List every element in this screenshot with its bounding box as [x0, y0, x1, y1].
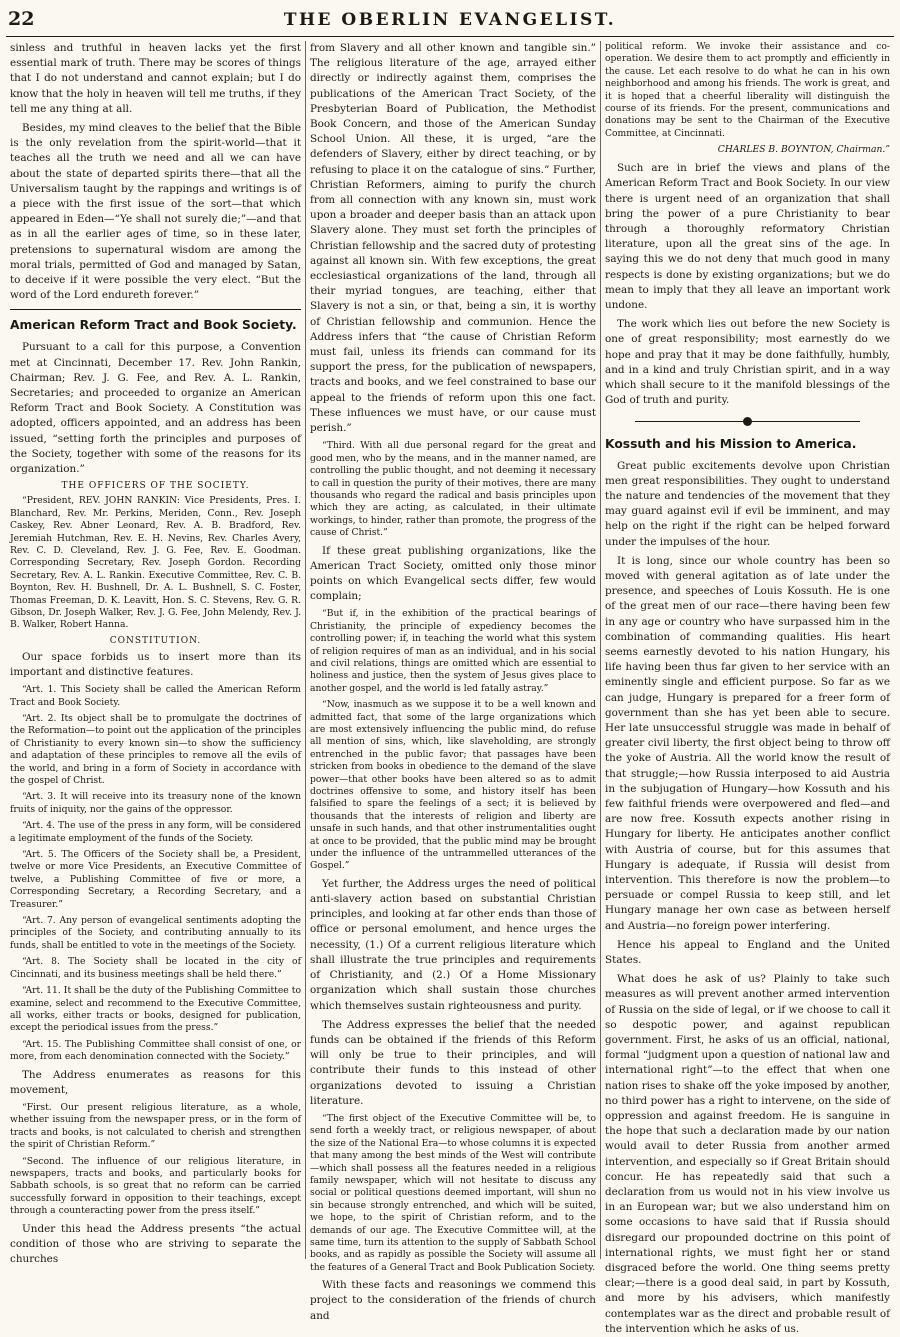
paragraph-first: “First. Our present religious literature, as a whole, whether issuing from the newspaper press, or in the form of tracts and books, is not calculated to cherish and strengthen the spirit of Christian Reform.”	[10, 1101, 301, 1151]
columns	[6, 41, 894, 1335]
article-11: “Art. 11. It shall be the duty of the Publishing Committee to examine, select and recommend to the Executive Committee, all works, either tracts or books, designed for publication, except the periodical issues from the press.”	[10, 985, 301, 1034]
paragraph-with: With these facts and reasonings we commend this project to the consideration of the friends of church and	[310, 1279, 596, 1322]
ornamental-divider	[605, 415, 890, 429]
section-title-tract-society: American Reform Tract and Book Society.	[10, 318, 297, 333]
paragraph-yet: Yet further, the Address urges the need of political anti-slavery action based on substantial Christian principles, and looking at far other ends than those of office or personal emolument, and hence urges the necessity, (1.) Of a current religious literature which shall illustrate the true principles and requirements of Christianity, and (2.) Of a Home Missionary organization which shall sustain those churches which themselves sustain righteousness and purity.	[310, 877, 596, 1012]
article-4: “Art. 4. The use of the press in any form, will be considered a legitimate employment of the funds of the Society.	[10, 820, 301, 844]
column-1	[6, 41, 306, 1265]
paragraph-if: If these great publishing organizations, like the American Tract Society, omitted only those minor points on which Evangelical sects differ, few would complain;	[310, 544, 596, 603]
paragraph-great: Great public excitements devolve upon Christian men great responsibilities. They ought to understand the nature and tendencies of the movement that they may guard against evil if evil be imminent, and may help on the right if the right can be helped forward under the impulses of the hour.	[605, 459, 890, 548]
signature: CHARLES B. BOYNTON, Chairman.”	[717, 144, 890, 156]
paragraph-besides: Besides, my mind cleaves to the belief that the Bible is the only revelation from the spirit-world—that it teaches all the truth we need and all we can have about the state of departed spirits there—that all the Universalism taught by the rappings and writings is of a piece with the first issue of the sort—that which appeared in Eden—“Ye shall not surely die;”—and that as in all the earlier ages of time, so in these later, pretensions to supernatural wisdom are among the moral trials, permitted of God and managed by Satan, to deceive if it were possible the very elect. “But the word of the Lord endureth forever.”	[10, 122, 301, 302]
paragraph-hence: Hence his appeal to England and the United States.	[605, 938, 890, 966]
article-5: “Art. 5. The Officers of the Society shall be, a President, twelve or more Vice Presidents, an Executive Committee of twelve, a Publishing Committee of five or more, a Corresponding Secretary, a Recording Secretary, and a Treasurer.”	[10, 849, 301, 910]
masthead	[6, 6, 894, 37]
paragraph-what: What does he ask of us? Plainly to take such measures as will prevent another armed intervention of Russia on the side of legal, or if we choose to call it so despotic power, and against republican government. First, he asks of us an official, national, formal “judgment upon a question of national law and international right”—to the effect that when one nation rises to shake off the yoke imposed by another, no third power has a right to intervene, on the side of oppression and against freedom. He is sanguine in the hope that such a declaration made by our nation would avail to deter Russia from another armed intervention, and especially so if Great Britain should concur. He has repeatedly said that such a declaration from us would not in his view involve us in an European war; but we also understand him on some occasions to have said that if Russia should disregard our propounded doctrine on this point of international rights, we must fight her or stand disgraced before the world. One thing seems pretty clear;—there is a good deal said, in part by Kossuth, and more by his advisers, which manifestly contemplates war as the direct and probable result of the intervention which he asks of us.	[605, 973, 890, 1335]
article-15: “Art. 15. The Publishing Committee shall consist of one, or more, from each denomination connected with the Society.”	[10, 1038, 301, 1063]
article-8: “Art. 8. The Society shall be located in the city of Cincinnati, and its business meetings shall be held there.”	[10, 956, 301, 980]
section-divider	[10, 309, 301, 310]
divider-dot-icon	[743, 417, 752, 426]
officers-heading: THE OFFICERS OF THE SOCIETY.	[61, 481, 250, 492]
constitution-heading: CONSTITUTION.	[109, 635, 202, 646]
paragraph-intro: sinless and truthful in heaven lacks yet the first essential mark of truth. There may be scores of things that I do not understand and cannot explain; but I do know that the holy in heaven will tell me truths, if they tell me any thing at all.	[10, 42, 301, 115]
paragraph-but: “But if, in the exhibition of the practical bearings of Christianity, the principle of expediency becomes the controlling power; if, in teaching the world what this system of religion requires of man as an individual, and in his social and civil relations, things are omitted which are essential to holiness and justice, then the system of Jesus gives place to another gospel, and the world is led fatally astray.”	[310, 608, 596, 694]
paragraph-second: “Second. The influence of our religious literature, in newspapers, tracts and books, and particularly books for Sabbath schools, is so great that no reform can be carried successfully forward in opposition to their teachings, except through a counteracting power from the press itself.”	[10, 1155, 301, 1217]
paragraph-work: The work which lies out before the new Society is one of great responsibility; most earnestly do we hope and pray that it may be done faithfully, humbly, and in a kind and truly Christian spirit, and in a way which shall secure to it the manifold blessings of the God of truth and purity.	[605, 318, 890, 407]
page-number: 22	[8, 8, 35, 30]
paragraph-executive: “The first object of the Executive Committee will be, to send forth a weekly tract, or religious newspaper, of about the size of the National Era—to whose columns it is expected that many among the best minds of the West will contribute—which shall possess all the features needed in a religious family newspaper, which will not hesitate to discuss any social or political questions deemed important, will shun no sin because strongly entrenched, and which will be suited, we hope, to the spirit of Christian reform, and to the demands of our age. The Executive Committee will, at the same time, turn its attention to the supply of Sabbath School books, and as rapidly as possible the Society will assume all the features of a General Tract and Book Publication Society.	[310, 1112, 596, 1273]
paragraph-now: “Now, inasmuch as we suppose it to be a well known and admitted fact, that some of the large organizations which are most extensively influencing the public mind, do refuse all mention of sins, which, like slaveholding, are strongly entrenched in the public favor; that passages have been stricken from books in obedience to the demand of the slave power—that other books have been altered so as to admit doctrines offensive to some, and history itself has been falsified to spare the feelings of a sect; it is believed by thousands that the interests of religion and liberty are unsafe in such hands, and that other instrumentalities ought at once to be provided, that the public mind may be brought under the influence of the untrammelled utterances of the Gospel.”	[310, 699, 596, 872]
paragraph-under: Under this head the Address presents “the actual condition of those who are striving to separate the churches	[10, 1222, 301, 1265]
paragraph-address: The Address enumerates as reasons for this movement,	[10, 1068, 301, 1096]
paragraph-pursuant: Pursuant to a call for this purpose, a Convention met at Cincinnati, December 17. Rev. John Rankin, Chairman; Rev. J. G. Fee, and Rev. A. L. Rankin, Secretaries; and proceeded to organize an American Reform Tract and Book Society. A Constitution was adopted, officers appointed, and an address has been issued, “setting forth the principles and purposes of the Society, together with some of the reasons for its organization.”	[10, 341, 301, 476]
paragraph-political: political reform. We invoke their assistance and co-operation. We desire them to act promptly and efficiently in the cause. Let each resolve to do what he can in his own neighborhood and among his friends. The work is great, and it is hoped that a cheerful liberality will distinguish the course of its friends. For the present, communications and donations may be sent to the Chairman of the Executive Committee, at Cincinnati.	[605, 41, 890, 139]
section-title-kossuth: Kossuth and his Mission to America.	[605, 436, 857, 451]
paragraph-funds: The Address expresses the belief that the needed funds can be obtained if the friends of this Reform will only be true to their principles, and will contribute their funds to this instead of other organizations devoted to issuing a Christian literature.	[310, 1018, 596, 1107]
paragraph-slavery: from Slavery and all other known and tangible sin.” The religious literature of the age, arrayed either directly or indirectly against them, comprises the publications of the American Tract Society, of the Presbyterian Board of Publication, the Methodist Book Concern, and those of the American Sunday School Union. All these, it is urged, “are the defenders of Slavery, either by direct teaching, or by refusing to place it on the catalogue of sins.” Further, Christian Reformers, aiming to purify the church from all connection with any known sin, must work upon a broader and deeper basis than an attack upon Slavery alone. They must set forth the principles of Christian fellowship and the sacred duty of protesting against all known sin. With few exceptions, the great ecclesiastical organizations of the land, through all their myriad tongues, are teaching, either that Slavery is not a sin, or that, being a sin, it is worthy of Christian fellowship and communion. Hence the Address infers that “the cause of Christian Reform must fail, unless its friends can command for its support the press, for the publication of newspapers, tracts and books, and we feel constrained to base our appeal to the friends of reform upon this one fact. These influences we must have, or our cause must perish.”	[310, 42, 596, 435]
paragraph-officers: “President, REV. JOHN RANKIN: Vice Presidents, Pres. I. Blanchard, Rev. Mr. Perkins, Meriden, Conn., Rev. Joseph Caskey, Rev. Abner Leonard, Rev. A. B. Bradford, Rev. Jeremiah Hutchman, Rev. E. H. Nevins, Rev. Charles Avery, Rev. C. D. Cleveland, Rev. J. G. Fee, Rev. E. Goodman. Corresponding Secretary, Rev. Joseph Gordon. Recording Secretary, Rev. A. L. Rankin. Executive Committee, Rev. C. B. Boynton, Rev. H. Bushnell, Dr. A. L. Bushnell, S. C. Foster, Thomas Freeman, D. K. Leavitt, Hon. S. C. Stevens, Rev. G. R. Gibson, Dr. Joseph Walker, Rev. J. G. Fee, John Melendy, Rev. J. B. Walker, Robert Hanna.	[10, 495, 301, 631]
paragraph-third: “Third. With all due personal regard for the great and good men, who by the means, and in the manner named, are controlling the public thought, and not deeming it necessary to call in question the purity of their motives, there are many thousands who regard the radical and basis principles upon which they are acting, as calculated, in their ultimate workings, to hinder, rather than promote, the progress of the cause of Christ.”	[310, 440, 597, 539]
masthead-title: THE OBERLIN EVANGELIST.	[283, 10, 617, 30]
article-3: “Art. 3. It will receive into its treasury none of the known fruits of iniquity, nor the gains of the oppressor.	[10, 791, 301, 815]
paragraph-space: Our space forbids us to insert more than its important and distinctive features.	[10, 650, 301, 678]
article-1: “Art. 1. This Society shall be called the American Reform Tract and Book Society.	[10, 684, 301, 708]
article-7: “Art. 7. Any person of evangelical sentiments adopting the principles of the Society, and contributing annually to its funds, shall be entitled to vote in the meetings of the Society.	[10, 915, 301, 951]
paragraph-such: Such are in brief the views and plans of the American Reform Tract and Book Society. In our view there is urgent need of an organization that shall bring the power of a pure Christianity to bear through a thoroughly reformatory Christian literature, upon all the great sins of the age. In saying this we do not deny that much good in many respects is done by existing organizations; but we do mean to imply that they all leave an important work undone.	[605, 162, 890, 312]
column-3	[601, 41, 894, 1335]
paragraph-long: It is long, since our whole country has been so moved with general agitation as of late under the presence, and speeches of Louis Kossuth. He is one of the great men of our race—there having been few in any age or country who have surpassed him in the combination of commanding qualities. His heart seems earnestly devoted to his nation Hungary, his life having been thus far given to her service with an eminently single and efficient purpose. So far as we can judge, Hungary is prepared for a freer form of government than she has yet been able to secure. Her late unsuccessful struggle was made in behalf of greater civil liberty, the first object being to throw off the yoke of Austria. All the world know the result of that struggle;—how Russia interposed to aid Austria in the subjugation of Hungary—how Kossuth and his few faithful friends were overpowered and fled—and are now free. Kossuth expects another rising in Hungary for liberty. He anticipates another conflict with Austria of course, but for this assumes that Hungary is adequate, if Russia will desist from intervention. This therefore is now the problem—to persuade or compel Russia to keep still, and let Hungary manage her own case as between herself and Austria—no foreign power interfering.	[605, 554, 890, 932]
article-2: “Art. 2. Its object shall be to promulgate the doctrines of the Reformation—to point out the application of the principles of Christianity to every known sin—to show the sufficiency and adaptation of these principles to remove all the evils of the world, and bring in a form of Society in accordance with the gospel of Christ.	[10, 712, 301, 786]
column-2	[306, 41, 601, 1322]
